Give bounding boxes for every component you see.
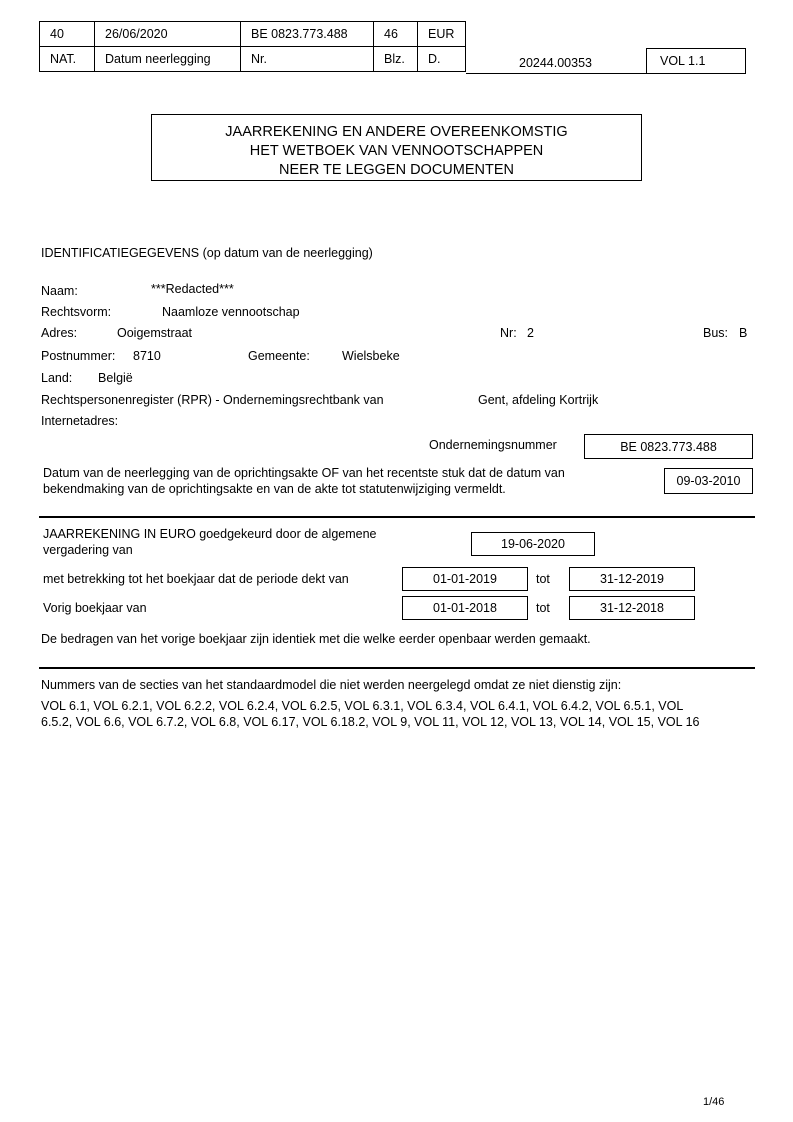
reference-number: 20244.00353 [519,56,592,70]
period-to-box [569,567,695,591]
address-label: Adres: [41,326,78,340]
nat-label: NAT. [40,47,95,72]
previous-to-box [569,596,695,620]
postcode-label: Postnummer: [41,349,116,363]
name-value: ***Redacted*** [151,282,234,296]
approved-date-box [471,532,595,556]
website-label: Internetadres: [41,414,119,428]
section-divider-1 [39,516,755,518]
enterprise-number-box [584,434,753,459]
previous-from-value: 01-01-2018 [433,601,497,615]
identical-note: De bedragen van het vorige boekjaar zijn identiek met die welke eerder openbaar werden gemaakt. [41,632,591,646]
deed-date-label-line-1: Datum van de neerlegging van de oprichtingsakte OF van het recentste stuk dat de datum van [43,466,565,480]
approved-label-line-1: JAARREKENING IN EURO goedgekeurd door de algemene [43,527,377,541]
period-from-box [402,567,528,591]
address-value: Ooigemstraat [117,326,193,340]
nat-value: 40 [40,22,95,47]
postcode-value: 8710 [133,349,161,363]
currency-value: EUR [418,22,466,47]
identification-heading: IDENTIFICATIEGEGEVENS (op datum van de neerlegging) [41,246,373,260]
sections-line-1: VOL 6.1, VOL 6.2.1, VOL 6.2.2, VOL 6.2.4, VOL 6.2.5, VOL 6.3.1, VOL 6.3.4, VOL 6.4.1, VOL 6.4.2, VOL 6.5.1, VOL [41,699,684,713]
previous-to-value: 31-12-2018 [600,601,664,615]
enterprise-number-value: BE 0823.773.488 [620,439,717,454]
sections-heading: Nummers van de secties van het standaardmodel die niet werden neergelegd omdat ze niet dienstig zijn: [41,678,622,692]
enterprise-number-label: Ondernemingsnummer [429,438,557,452]
name-label: Naam: [41,284,78,298]
country-label: Land: [41,371,73,385]
section-code-box [646,48,746,74]
rpr-label: Rechtspersonenregister (RPR) - Ondernemingsrechtbank van [41,393,384,407]
period-label: met betrekking tot het boekjaar dat de periode dekt van [43,572,349,586]
number-value: BE 0823.773.488 [241,22,374,47]
section-divider-2 [39,667,755,669]
deed-date-label-line-2: bekendmaking van de oprichtingsakte en van de akte tot statutenwijziging vermeldt. [43,482,506,496]
house-number-label: Nr: [500,326,517,340]
currency-label: D. [418,47,466,72]
box-value: B [739,326,748,340]
title-line-1: JAARREKENING EN ANDERE OVEREENKOMSTIG [225,124,568,140]
municipality-label: Gemeente: [248,349,310,363]
box-label: Bus: [703,326,729,340]
municipality-value: Wielsbeke [342,349,400,363]
header-table [39,21,466,72]
filing-date-value: 26/06/2020 [95,22,241,47]
rpr-value: Gent, afdeling Kortrijk [478,393,599,407]
pages-label: Blz. [374,47,418,72]
sections-line-2: 6.5.2, VOL 6.6, VOL 6.7.2, VOL 6.8, VOL 6.17, VOL 6.18.2, VOL 9, VOL 11, VOL 12, VOL 13, VOL 14, VOL 15, VOL 16 [41,715,700,729]
approved-date-value: 19-06-2020 [501,537,565,551]
deed-date-value: 09-03-2010 [676,474,741,488]
approved-label-line-2: vergadering van [43,543,133,557]
country-value: België [98,371,133,385]
previous-to-label: tot [536,601,550,615]
house-number-value: 2 [527,326,534,340]
document-title-box [151,114,642,181]
title-line-3: NEER TE LEGGEN DOCUMENTEN [279,162,514,178]
section-code: VOL 1.1 [660,54,706,68]
filing-date-label: Datum neerlegging [95,47,241,72]
previous-label: Vorig boekjaar van [43,601,147,615]
title-line-2: HET WETBOEK VAN VENNOOTSCHAPPEN [249,143,544,159]
pages-value: 46 [374,22,418,47]
header-row-values [40,22,466,47]
deed-date-box [664,468,753,494]
legal-form-label: Rechtsvorm: [41,305,112,319]
page-number: 1/46 [703,1096,725,1108]
header-row-labels [40,47,466,72]
header-underline [466,73,646,74]
period-from-value: 01-01-2019 [433,572,497,586]
previous-from-box [402,596,528,620]
number-label: Nr. [241,47,374,72]
period-to-label: tot [536,572,550,586]
period-to-value: 31-12-2019 [600,572,664,586]
legal-form-value: Naamloze vennootschap [162,305,300,319]
